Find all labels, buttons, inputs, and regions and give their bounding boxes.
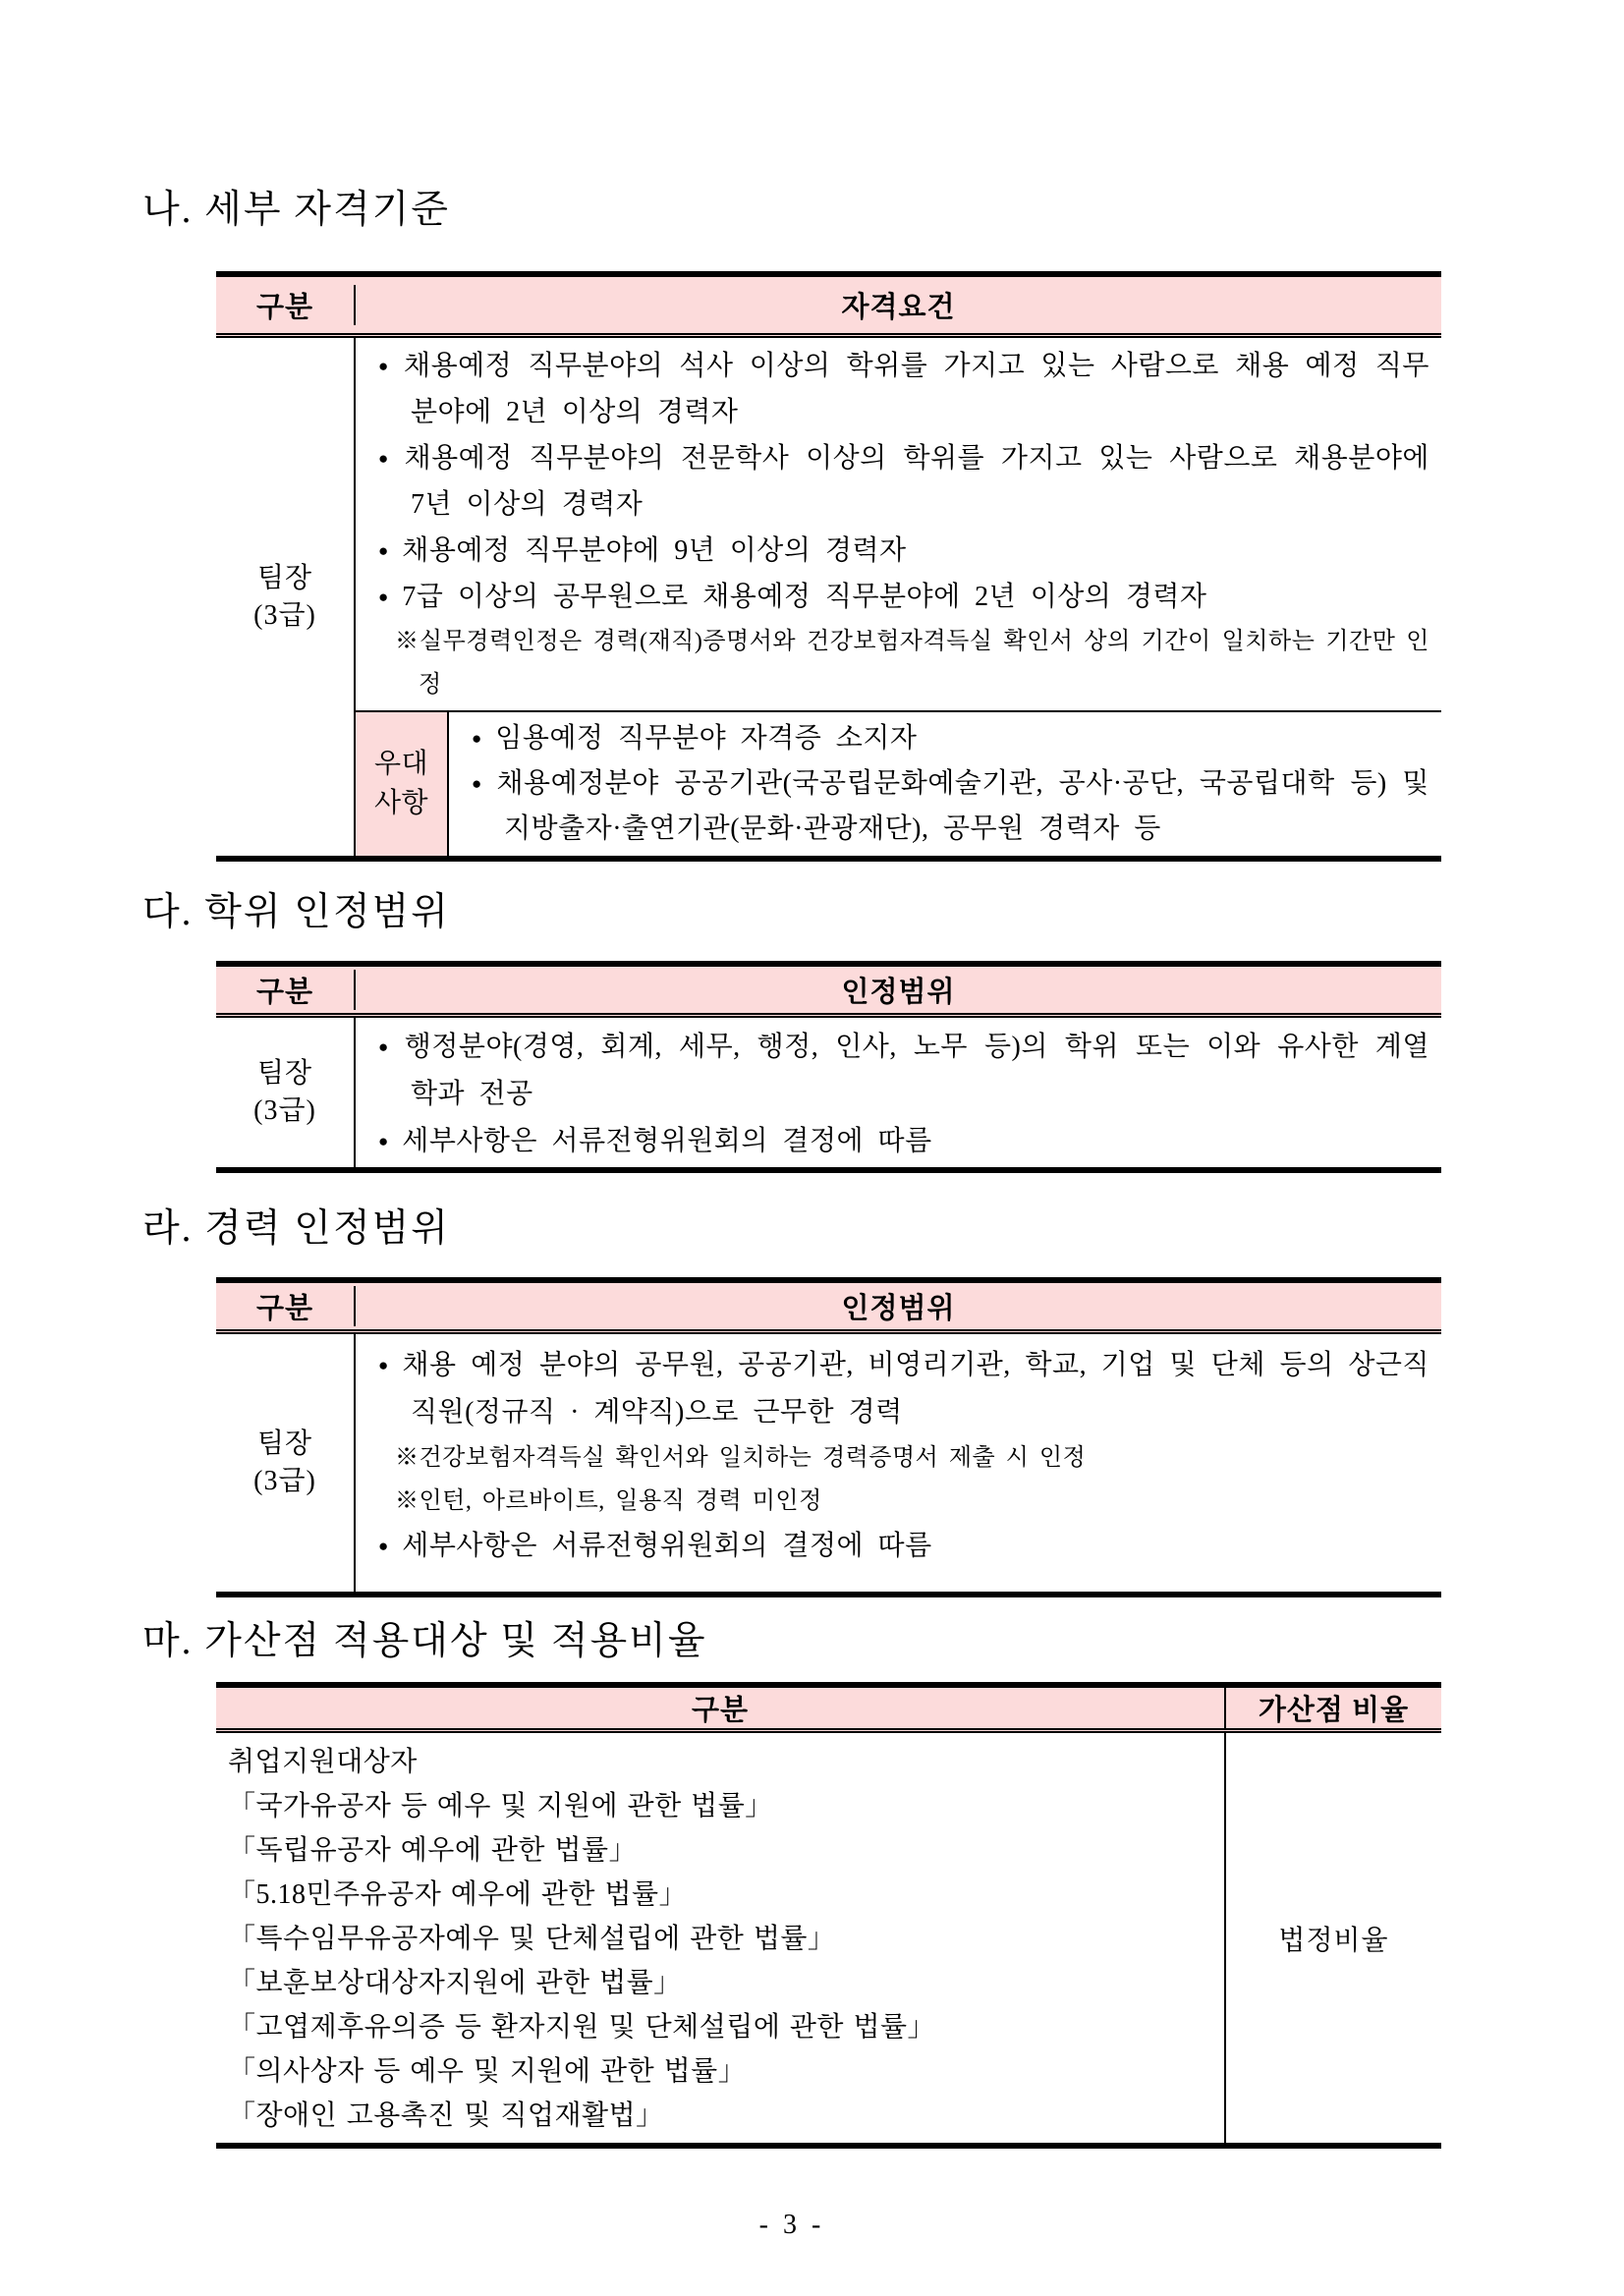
list-item-text: 7급 이상의 공무원으로 채용예정 직무분야에 2년 이상의 경력자 [402, 582, 1207, 612]
bullet-icon: ● [378, 357, 391, 375]
row-label-line2: (3급) [253, 1095, 316, 1126]
section-heading-qualification: 나. 세부 자격기준 [142, 189, 450, 231]
footnote: ※인턴, 아르바이트, 일용직 경력 미인정 [395, 1488, 822, 1514]
list-item-text: 채용예정 직무분야에 9년 이상의 경력자 [402, 535, 907, 566]
list-item-text: 채용예정분야 공공기관(국공립문화예술기관, 공사·공단, 국공립대학 등) 및 지방출자·출연기관(문화·관광재단), 공무원 경력자 등 [496, 768, 1429, 844]
degree-scope-table [216, 961, 1441, 1173]
degree-scope-content [356, 1018, 1441, 1167]
list-item [356, 1342, 1429, 1436]
header-cell-scope: 인정범위 [841, 1293, 956, 1324]
header-cell-gubun: 구분 [216, 970, 356, 1010]
list-item [449, 716, 1429, 761]
header-cell-gubun: 구분 [216, 1688, 1226, 1728]
preference-label [356, 712, 449, 856]
footnote: ※실무경력인정은 경력(재직)증명서와 건강보험자격득실 확인서 상의 기간이 일치하는 기간만 인정 [395, 629, 1429, 698]
row-label-team-leader [216, 338, 356, 856]
list-item-text: 임용예정 직무분야 자격증 소지자 [495, 723, 918, 754]
list-item [356, 528, 1429, 574]
list-item-text: 채용 예정 분야의 공무원, 공공기관, 비영리기관, 학교, 기업 및 단체 등의 상근직 직원(정규직 · 계약직)으로 근무한 경력 [402, 1350, 1429, 1428]
bullet-icon: ● [378, 1037, 391, 1056]
law-list [216, 1733, 1226, 2143]
list-item [449, 761, 1429, 852]
bullet-icon: ● [378, 1537, 389, 1555]
law-list-item: 「의사상자 등 예우 및 지원에 관한 법률」 [228, 2056, 747, 2087]
preference-row [356, 710, 1441, 856]
header-cell-scope: 인정범위 [841, 977, 956, 1008]
header-cell-bonus-ratio: 가산점 비율 [1258, 1695, 1410, 1726]
bullet-icon: ● [378, 541, 389, 560]
bullet-icon: ● [472, 729, 482, 748]
law-list-item: 「독립유공자 예우에 관한 법률」 [228, 1835, 638, 1866]
list-item [356, 574, 1429, 620]
header-cell-gubun: 구분 [216, 1286, 356, 1326]
law-list-item: 취업지원대상자 [228, 1747, 418, 1777]
qualification-bullet-zone [356, 338, 1441, 710]
career-scope-content [356, 1334, 1441, 1592]
footnote: ※건강보험자격득실 확인서와 일치하는 경력증명서 제출 시 인정 [395, 1445, 1087, 1471]
list-item [356, 1024, 1429, 1118]
section-heading-bonus-points: 마. 가산점 적용대상 및 적용비율 [142, 1620, 707, 1662]
list-item-text: 세부사항은 서류전형위원회의 결정에 따름 [402, 1126, 932, 1156]
law-list-item: 「5.18민주유공자 예우에 관한 법률」 [228, 1879, 688, 1910]
header-cell-gubun: 구분 [216, 285, 356, 325]
header-cell-requirements: 자격요건 [841, 292, 956, 323]
qualification-table-header [216, 277, 1441, 338]
list-item [356, 435, 1429, 528]
row-label-line1: 팀장 [256, 562, 313, 593]
bullet-icon: ● [378, 588, 389, 606]
statutory-ratio-cell: 법정비율 [1278, 1925, 1389, 1956]
list-item [356, 1118, 1429, 1165]
law-list-item: 「장애인 고용촉진 및 직업재활법」 [228, 2100, 664, 2131]
law-list-item: 「고엽제후유의증 등 환자지원 및 단체설립에 관한 법률」 [228, 2012, 936, 2043]
bullet-icon: ● [378, 449, 391, 468]
degree-scope-table-header [216, 967, 1441, 1018]
page-number: - 3 - [758, 2210, 825, 2240]
row-label-line2: (3급) [253, 599, 316, 631]
list-item-text: 세부사항은 서류전형위원회의 결정에 따름 [402, 1531, 932, 1561]
section-heading-career-scope: 라. 경력 인정범위 [142, 1207, 450, 1250]
bullet-icon: ● [378, 1356, 389, 1374]
list-item-text: 채용예정 직무분야의 전문학사 이상의 학위를 가지고 있는 사람으로 채용분야에 7년 이상의 경력자 [404, 443, 1429, 520]
qualification-table [216, 271, 1441, 862]
bullet-icon: ● [378, 1132, 389, 1150]
row-label-line2: (3급) [253, 1466, 316, 1496]
law-list-item: 「국가유공자 등 예우 및 지원에 관한 법률」 [228, 1791, 773, 1821]
degree-scope-table-body [216, 1018, 1441, 1167]
preference-label-line1: 우대 [373, 749, 429, 779]
bonus-points-table-header [216, 1688, 1441, 1733]
list-item [356, 1523, 1429, 1570]
qualification-table-body [216, 338, 1441, 856]
career-scope-table-header [216, 1283, 1441, 1334]
preference-content [449, 712, 1441, 856]
career-scope-table-body [216, 1334, 1441, 1592]
qualification-content [356, 338, 1441, 856]
preference-label-line2: 사항 [373, 788, 429, 818]
list-item-text: 채용예정 직무분야의 석사 이상의 학위를 가지고 있는 사람으로 채용 예정 직무분야에 2년 이상의 경력자 [404, 351, 1429, 427]
career-scope-table [216, 1277, 1441, 1597]
law-list-item: 「보훈보상대상자지원에 관한 법률」 [228, 1968, 682, 1998]
law-list-item: 「특수임무유공자예우 및 단체설립에 관한 법률」 [228, 1924, 836, 1954]
bonus-points-table-body [216, 1733, 1441, 2143]
list-item [356, 343, 1429, 435]
list-item-text: 행정분야(경영, 회계, 세무, 행정, 인사, 노무 등)의 학위 또는 이와 유사한 계열 학과 전공 [404, 1032, 1429, 1109]
bonus-points-table [216, 1682, 1441, 2149]
section-heading-degree-scope: 다. 학위 인정범위 [142, 891, 450, 933]
bullet-icon: ● [472, 774, 483, 793]
row-label-team-leader [216, 1018, 356, 1167]
row-label-team-leader [216, 1334, 356, 1592]
row-label-line1: 팀장 [256, 1428, 313, 1459]
row-label-line1: 팀장 [256, 1058, 313, 1089]
